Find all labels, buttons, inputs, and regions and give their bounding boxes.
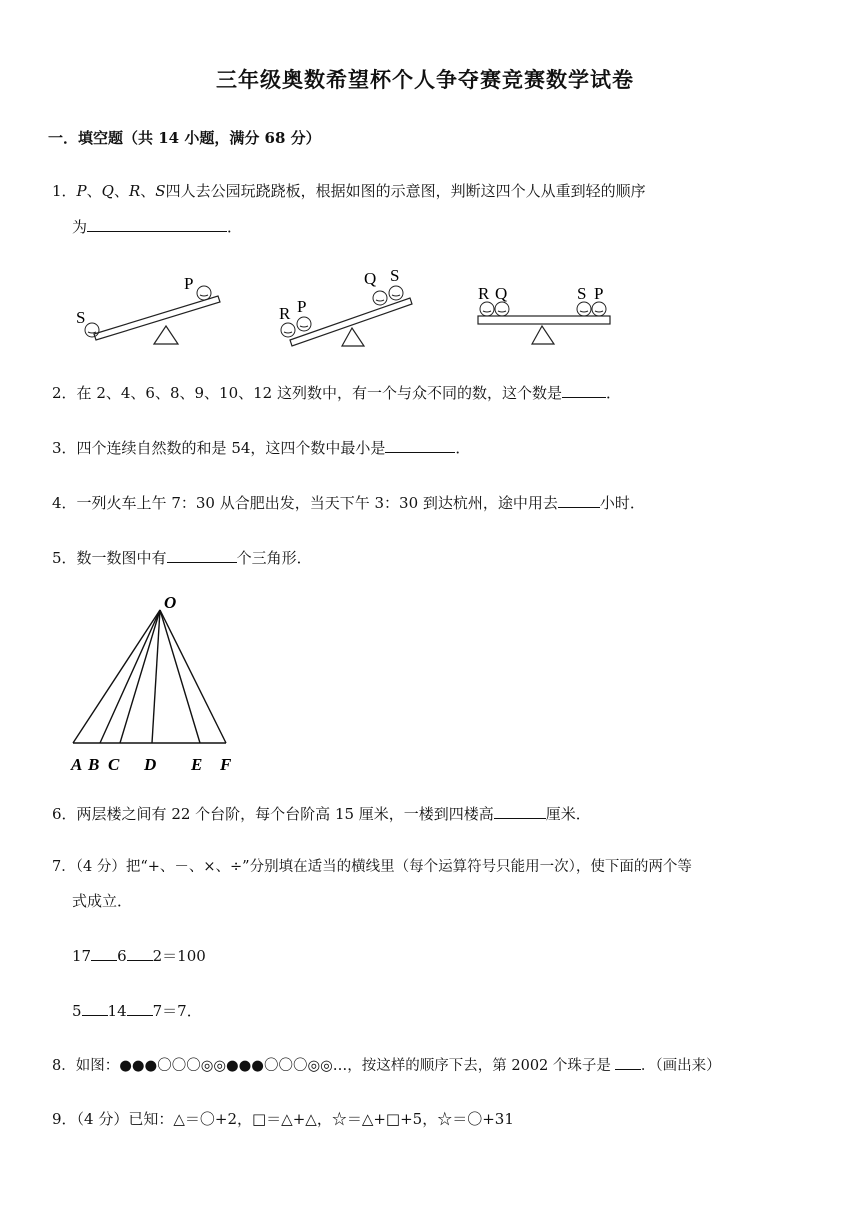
seesaw-1 bbox=[76, 274, 220, 344]
question-number: 2． bbox=[52, 384, 77, 402]
question-3 bbox=[52, 437, 470, 458]
face-mark bbox=[392, 295, 400, 296]
question-1-line-1 bbox=[52, 181, 646, 201]
question-end: ．（画出来） bbox=[640, 1058, 721, 1074]
question-7-line-1 bbox=[52, 857, 692, 877]
seesaw-fulcrum bbox=[342, 328, 364, 346]
person-p-ball bbox=[297, 317, 311, 331]
face-mark bbox=[284, 332, 292, 333]
answer-blank[interactable] bbox=[558, 492, 600, 508]
question-number: 3． bbox=[52, 439, 77, 457]
separator: 、 bbox=[140, 182, 156, 200]
question-9 bbox=[52, 1109, 514, 1129]
question-number: 5． bbox=[52, 549, 77, 567]
person-r-ball bbox=[281, 323, 295, 337]
question-number: 6． bbox=[52, 805, 77, 823]
seesaw-fulcrum bbox=[154, 326, 178, 344]
answer-blank[interactable] bbox=[385, 437, 455, 453]
person-s-ball bbox=[389, 286, 403, 300]
question-end: ． bbox=[227, 218, 243, 236]
seesaw-label-s: S bbox=[76, 308, 86, 327]
operator-blank[interactable] bbox=[127, 1000, 153, 1016]
equation-2 bbox=[72, 1000, 202, 1021]
equation-number: 5 bbox=[72, 1002, 82, 1020]
question-7-line-2 bbox=[72, 891, 132, 911]
seesaw-plank bbox=[290, 298, 412, 346]
equation-number: 17 bbox=[72, 947, 92, 965]
point-label-f: F bbox=[220, 755, 232, 774]
seesaw-label-p: P bbox=[297, 297, 307, 316]
answer-blank[interactable] bbox=[87, 216, 227, 232]
question-8 bbox=[52, 1054, 721, 1076]
seesaw-fulcrum bbox=[532, 326, 554, 344]
question-2 bbox=[52, 382, 621, 403]
face-mark bbox=[376, 300, 384, 301]
question-end: 小时． bbox=[599, 494, 645, 512]
point-label-d: D bbox=[144, 755, 157, 774]
face-mark bbox=[498, 311, 506, 312]
face-mark bbox=[580, 311, 588, 312]
person-s-ball bbox=[577, 302, 591, 316]
question-end: ． bbox=[455, 439, 471, 457]
point-label-c: C bbox=[108, 755, 120, 774]
line-oa bbox=[73, 610, 160, 743]
face-mark bbox=[595, 311, 603, 312]
line-oe bbox=[160, 610, 200, 743]
question-1-line-2 bbox=[72, 216, 242, 237]
question-number: 4． bbox=[52, 494, 77, 512]
seesaw-figures bbox=[60, 262, 620, 354]
separator: 、 bbox=[86, 182, 102, 200]
point-label-o: O bbox=[164, 593, 177, 612]
section-heading: 一．填空题（共 14 小题，满分 68 分） bbox=[48, 129, 321, 147]
seesaw-plank bbox=[478, 316, 610, 324]
face-mark bbox=[300, 326, 308, 327]
question-number: 8． bbox=[52, 1058, 76, 1074]
question-text: 四个连续自然数的和是 54，这四个数中最小是 bbox=[76, 439, 386, 457]
equation-number: 6 bbox=[117, 947, 127, 965]
point-label-a: A bbox=[71, 755, 83, 774]
seesaw-label-q: Q bbox=[495, 284, 508, 303]
seesaw-label-s: S bbox=[390, 266, 400, 285]
answer-blank[interactable] bbox=[615, 1054, 641, 1070]
line-ob bbox=[100, 610, 160, 743]
face-mark bbox=[88, 332, 96, 333]
question-text: （4 分）已知：△＝〇+2，□＝△+△，☆＝△+□+5，☆＝〇+31 bbox=[76, 1110, 514, 1128]
question-text: 一列火车上午 7：30 从合肥出发，当天下午 3：30 到达杭州，途中用去 bbox=[76, 494, 558, 512]
question-text: 四人去公园玩跷跷板，根据如图的示意图，判断这四个人从重到轻的顺序 bbox=[165, 182, 646, 200]
equation-result: 7＝7． bbox=[152, 1002, 202, 1020]
question-6 bbox=[52, 803, 591, 824]
equation-result: 2＝100 bbox=[152, 947, 206, 965]
line-oc bbox=[120, 610, 160, 743]
question-4 bbox=[52, 492, 645, 513]
question-number: 9． bbox=[52, 1110, 77, 1128]
triangle-figure bbox=[60, 588, 250, 778]
person-s-ball bbox=[85, 323, 99, 337]
question-text: （4 分）把“+、－、×、÷”分别填在适当的横线里（每个运算符号只能用一次），使下面的两个等 bbox=[75, 859, 692, 875]
question-end: 个三角形． bbox=[236, 549, 312, 567]
face-mark bbox=[200, 295, 208, 296]
answer-blank[interactable] bbox=[494, 803, 546, 819]
seesaw-label-r: R bbox=[279, 304, 291, 323]
equation-1 bbox=[72, 945, 206, 966]
seesaw-2 bbox=[279, 266, 412, 346]
line-of bbox=[160, 610, 226, 743]
seesaw-label-p: P bbox=[594, 284, 604, 303]
question-number: 7． bbox=[52, 859, 76, 875]
question-5 bbox=[52, 547, 312, 568]
var-q: Q bbox=[101, 182, 114, 200]
var-s: S bbox=[155, 182, 166, 200]
question-text: 两层楼之间有 22 个台阶，每个台阶高 15 厘米，一楼到四楼高 bbox=[76, 805, 494, 823]
question-text: 为 bbox=[72, 218, 88, 236]
person-p-ball bbox=[197, 286, 211, 300]
person-p-ball bbox=[592, 302, 606, 316]
person-q-ball bbox=[373, 291, 387, 305]
question-text: 数一数图中有 bbox=[76, 549, 167, 567]
person-q-ball bbox=[495, 302, 509, 316]
question-end: 厘米． bbox=[545, 805, 591, 823]
equation-number: 14 bbox=[107, 1002, 127, 1020]
question-text: 如图：●●●〇〇〇◎◎●●●〇〇〇◎◎…，按这样的顺序下去，第 2002 个珠子是 bbox=[75, 1058, 611, 1074]
seesaw-label-q: Q bbox=[364, 269, 377, 288]
seesaw-3 bbox=[478, 284, 610, 344]
answer-blank[interactable] bbox=[167, 547, 237, 563]
seesaw-label-r: R bbox=[478, 284, 490, 303]
var-r: R bbox=[128, 182, 141, 200]
operator-blank[interactable] bbox=[127, 945, 153, 961]
person-r-ball bbox=[480, 302, 494, 316]
operator-blank[interactable] bbox=[91, 945, 117, 961]
question-text: 式成立． bbox=[72, 892, 133, 910]
seesaw-plank bbox=[94, 296, 220, 340]
point-label-e: E bbox=[191, 755, 203, 774]
point-label-b: B bbox=[88, 755, 100, 774]
var-p: P bbox=[76, 182, 87, 200]
line-od bbox=[152, 610, 160, 743]
page-title: 三年级奥数希望杯个人争夺赛竞赛数学试卷 bbox=[216, 67, 634, 92]
seesaw-label-p: P bbox=[184, 274, 194, 293]
answer-blank[interactable] bbox=[562, 382, 606, 398]
seesaw-label-s: S bbox=[577, 284, 587, 303]
operator-blank[interactable] bbox=[82, 1000, 108, 1016]
question-end: ． bbox=[605, 384, 621, 402]
question-number: 1． bbox=[52, 182, 77, 200]
face-mark bbox=[483, 311, 491, 312]
separator: 、 bbox=[113, 182, 129, 200]
question-text: 在 2、4、6、8、9、10、12 这列数中，有一个与众不同的数，这个数是 bbox=[76, 384, 562, 402]
